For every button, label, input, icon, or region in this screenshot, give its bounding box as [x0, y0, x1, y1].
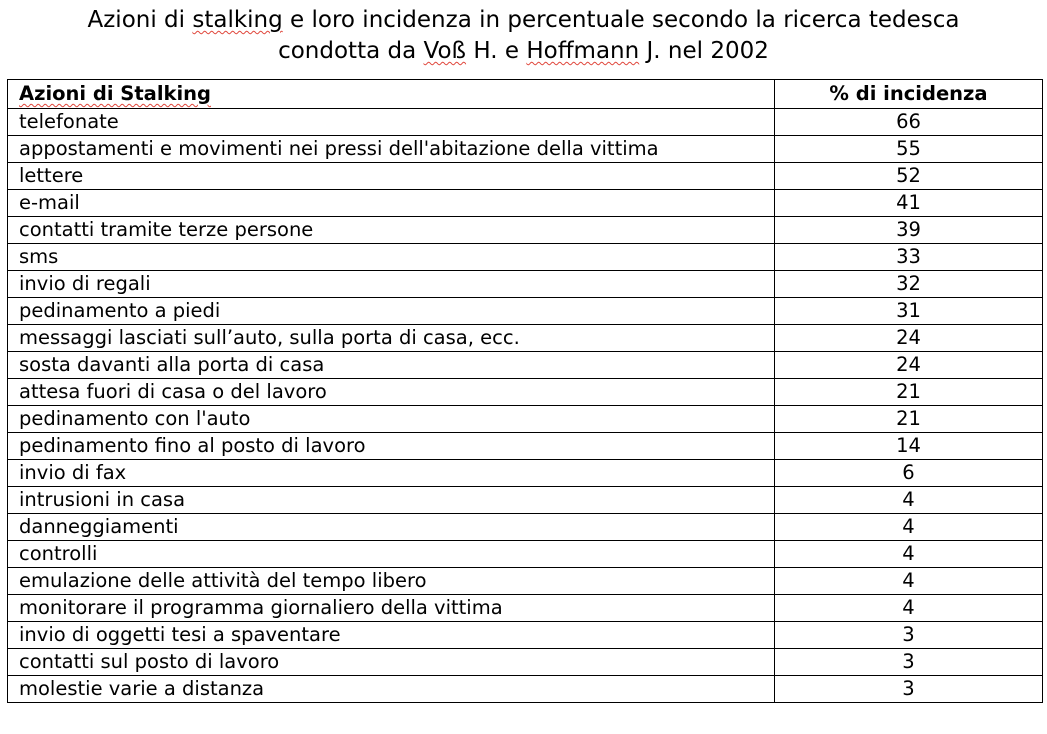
percent-cell: 4 — [775, 541, 1043, 568]
action-cell: emulazione delle attività del tempo libero — [8, 568, 775, 595]
percent-cell: 21 — [775, 406, 1043, 433]
table-row — [8, 487, 1043, 514]
action-cell: contatti sul posto di lavoro — [8, 649, 775, 676]
table-row — [8, 406, 1043, 433]
percent-cell: 24 — [775, 352, 1043, 379]
action-cell: e-mail — [8, 190, 775, 217]
percent-cell: 4 — [775, 487, 1043, 514]
percent-cell: 21 — [775, 379, 1043, 406]
percent-cell: 39 — [775, 217, 1043, 244]
table-row — [8, 622, 1043, 649]
percent-cell: 3 — [775, 676, 1043, 703]
action-cell: sosta davanti alla porta di casa — [8, 352, 775, 379]
percent-cell: 6 — [775, 460, 1043, 487]
action-cell: invio di fax — [8, 460, 775, 487]
table-header-row — [8, 80, 1043, 109]
table-row — [8, 325, 1043, 352]
table-row — [8, 298, 1043, 325]
action-cell: pedinamento a piedi — [8, 298, 775, 325]
action-cell: monitorare il programma giornaliero della vittima — [8, 595, 775, 622]
table-row — [8, 379, 1043, 406]
percent-cell: 14 — [775, 433, 1043, 460]
table-row — [8, 244, 1043, 271]
stalking-actions-table — [7, 79, 1043, 703]
title-line-2 — [0, 36, 1047, 67]
percent-cell: 3 — [775, 622, 1043, 649]
percent-cell: 4 — [775, 568, 1043, 595]
action-cell: molestie varie a distanza — [8, 676, 775, 703]
document-title — [0, 5, 1047, 67]
percent-cell: 24 — [775, 325, 1043, 352]
title-text: H. e — [466, 38, 527, 64]
table-row — [8, 514, 1043, 541]
table-row — [8, 595, 1043, 622]
table-row — [8, 676, 1043, 703]
action-cell: messaggi lasciati sull’auto, sulla porta di casa, ecc. — [8, 325, 775, 352]
action-cell: pedinamento fino al posto di lavoro — [8, 433, 775, 460]
table-row — [8, 217, 1043, 244]
table-row — [8, 352, 1043, 379]
table-row — [8, 271, 1043, 298]
action-cell: pedinamento con l'auto — [8, 406, 775, 433]
table-row — [8, 568, 1043, 595]
title-text: Azioni di — [87, 7, 193, 33]
percent-cell: 31 — [775, 298, 1043, 325]
table-row — [8, 460, 1043, 487]
action-cell: danneggiamenti — [8, 514, 775, 541]
action-cell: sms — [8, 244, 775, 271]
action-cell: lettere — [8, 163, 775, 190]
percent-cell: 55 — [775, 136, 1043, 163]
column-header-action — [8, 80, 775, 109]
title-text: e loro incidenza in percentuale secondo la ricerca tedesca — [282, 7, 960, 33]
percent-cell: 32 — [775, 271, 1043, 298]
action-cell: intrusioni in casa — [8, 487, 775, 514]
title-line-1 — [0, 5, 1047, 36]
action-cell: attesa fuori di casa o del lavoro — [8, 379, 775, 406]
table-row — [8, 190, 1043, 217]
column-header-percent: % di incidenza — [775, 80, 1043, 109]
action-cell: contatti tramite terze persone — [8, 217, 775, 244]
percent-cell: 66 — [775, 109, 1043, 136]
action-cell: appostamenti e movimenti nei pressi dell'abitazione della vittima — [8, 136, 775, 163]
table-row — [8, 433, 1043, 460]
spellcheck-word: Voß — [423, 38, 467, 64]
table-row — [8, 163, 1043, 190]
column-header-action-label: Azioni di Stalking — [19, 82, 212, 105]
action-cell: telefonate — [8, 109, 775, 136]
table-row — [8, 649, 1043, 676]
spellcheck-word: stalking — [192, 7, 283, 33]
action-cell: invio di oggetti tesi a spaventare — [8, 622, 775, 649]
percent-cell: 4 — [775, 595, 1043, 622]
table-row — [8, 541, 1043, 568]
table-row — [8, 109, 1043, 136]
percent-cell: 3 — [775, 649, 1043, 676]
percent-cell: 41 — [775, 190, 1043, 217]
spellcheck-word: Hoffmann — [526, 38, 640, 64]
action-cell: controlli — [8, 541, 775, 568]
percent-cell: 33 — [775, 244, 1043, 271]
action-cell: invio di regali — [8, 271, 775, 298]
table-row — [8, 136, 1043, 163]
title-text: condotta da — [278, 38, 424, 64]
title-text: J. nel 2002 — [639, 38, 769, 64]
percent-cell: 52 — [775, 163, 1043, 190]
percent-cell: 4 — [775, 514, 1043, 541]
